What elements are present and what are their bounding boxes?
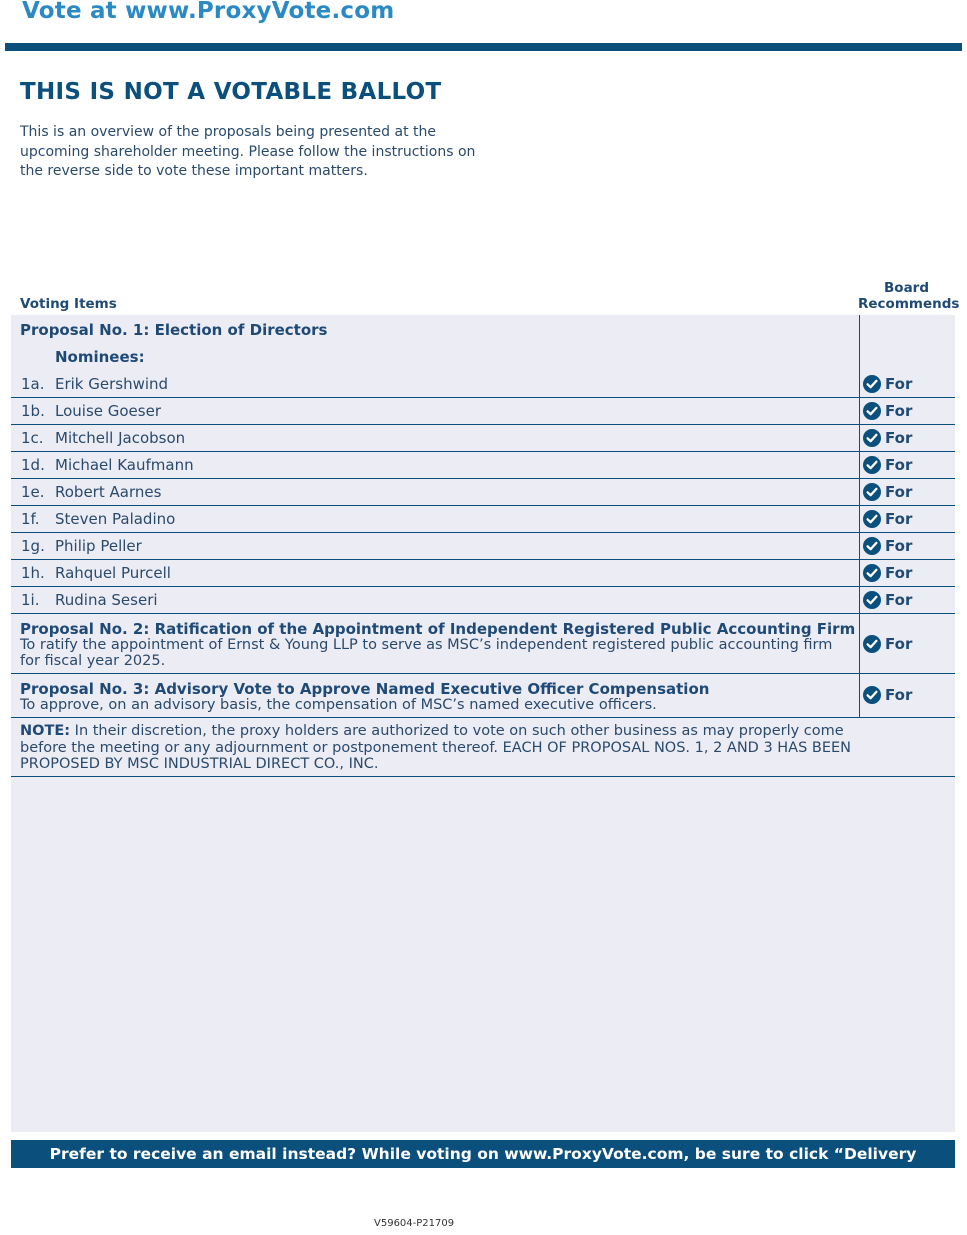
board-recommends-header [858, 280, 960, 312]
recommendation-label: For [885, 375, 913, 393]
check-circle-icon [863, 686, 881, 704]
recommendation [863, 456, 912, 474]
proposal-2-title: Proposal No. 2: Ratification of the Appointment of Independent Registered Public Accounting Firm [20, 620, 856, 638]
row-divider [11, 673, 955, 674]
recommendation-label: For [885, 402, 913, 420]
document-code: V59604-P21709 [374, 1218, 455, 1229]
nominee-name: Rudina Seseri [55, 591, 158, 609]
recommendation [863, 537, 912, 555]
check-circle-icon [863, 375, 881, 393]
nominee-name: Michael Kaufmann [55, 456, 194, 474]
proposal-3-title: Proposal No. 3: Advisory Vote to Approve Named Executive Officer Compensation [20, 680, 710, 698]
nominee-name: Erik Gershwind [55, 375, 169, 393]
nominee-number: 1g. [21, 537, 45, 555]
check-circle-icon [863, 456, 881, 474]
nominee-number: 1d. [21, 456, 45, 474]
row-divider [11, 717, 955, 718]
row-divider [11, 586, 955, 587]
recommendation-label: For [885, 429, 913, 447]
row-divider [11, 505, 955, 506]
nominee-name: Mitchell Jacobson [55, 429, 186, 447]
nominee-number: 1b. [21, 402, 45, 420]
board-header-line2: Recommends [858, 295, 960, 312]
recommendation [863, 429, 912, 447]
nominee-name: Robert Aarnes [55, 483, 162, 501]
recommendation-label: For [885, 564, 913, 582]
recommendation-label: For [885, 537, 913, 555]
recommendation-label: For [885, 510, 913, 528]
check-circle-icon [863, 483, 881, 501]
note-body: In their discretion, the proxy holders are authorized to vote on such other business as may properly come before the meeting or any adjournment or postponement thereof. EACH OF PROPOSAL NOS. 1, 2 AND 3 HAS BEEN PROPOSED BY MSC INDUSTRIAL DIRECT CO., INC. [20, 723, 852, 772]
proposal-1-title: Proposal No. 1: Election of Directors [20, 321, 328, 339]
voting-items-header: Voting Items [20, 296, 117, 312]
nominee-name: Philip Peller [55, 537, 142, 555]
recommendation [863, 402, 912, 420]
nominee-name: Rahquel Purcell [55, 564, 171, 582]
delivery-settings-banner: Prefer to receive an email instead? While voting on www.ProxyVote.com, be sure to click “Delivery Settings”. [11, 1140, 955, 1168]
recommendation [863, 510, 912, 528]
check-circle-icon [863, 591, 881, 609]
header-title: Vote at www.ProxyVote.com [22, 0, 395, 24]
proposal-2-description: To ratify the appointment of Ernst & Young LLP to serve as MSC’s independent registered public accounting firm for fiscal year 2025. [20, 637, 833, 669]
nominee-name: Steven Paladino [55, 510, 176, 528]
recommendation-label: For [885, 686, 913, 704]
proposal-3-description: To approve, on an advisory basis, the compensation of MSC’s named executive officers. [20, 697, 657, 713]
recommendation [863, 483, 912, 501]
check-circle-icon [863, 402, 881, 420]
nominee-number: 1c. [21, 429, 44, 447]
row-divider [11, 532, 955, 533]
check-circle-icon [863, 564, 881, 582]
nominee-number: 1e. [21, 483, 45, 501]
note-text [20, 723, 860, 773]
row-divider [11, 451, 955, 452]
row-divider [11, 478, 955, 479]
nominee-number: 1i. [21, 591, 40, 609]
recommendation-label: For [885, 591, 913, 609]
recommendation [863, 686, 912, 704]
check-circle-icon [863, 429, 881, 447]
nominee-name: Louise Goeser [55, 402, 161, 420]
row-divider [11, 424, 955, 425]
intro-text: This is an overview of the proposals being presented at the upcoming shareholder meeting. Please follow the instructions on the reverse side to vote these important matters. [20, 124, 476, 179]
nominee-number: 1h. [21, 564, 45, 582]
nominees-label: Nominees: [55, 348, 145, 366]
nominee-number: 1f. [21, 510, 40, 528]
check-circle-icon [863, 510, 881, 528]
nominee-number: 1a. [21, 375, 45, 393]
row-divider [11, 559, 955, 560]
recommendation [863, 375, 912, 393]
note-label: NOTE: [20, 723, 71, 739]
row-divider [11, 397, 955, 398]
header-divider [5, 43, 962, 51]
recommendation-label: For [885, 635, 913, 653]
row-divider [11, 613, 955, 614]
recommendation-label: For [885, 483, 913, 501]
recommendation [863, 591, 912, 609]
check-circle-icon [863, 537, 881, 555]
page-title: THIS IS NOT A VOTABLE BALLOT [20, 79, 442, 105]
recommendation-label: For [885, 456, 913, 474]
row-divider [11, 776, 955, 777]
recommendation [863, 564, 912, 582]
board-header-line1: Board [884, 280, 929, 296]
recommendation [863, 635, 912, 653]
check-circle-icon [863, 635, 881, 653]
